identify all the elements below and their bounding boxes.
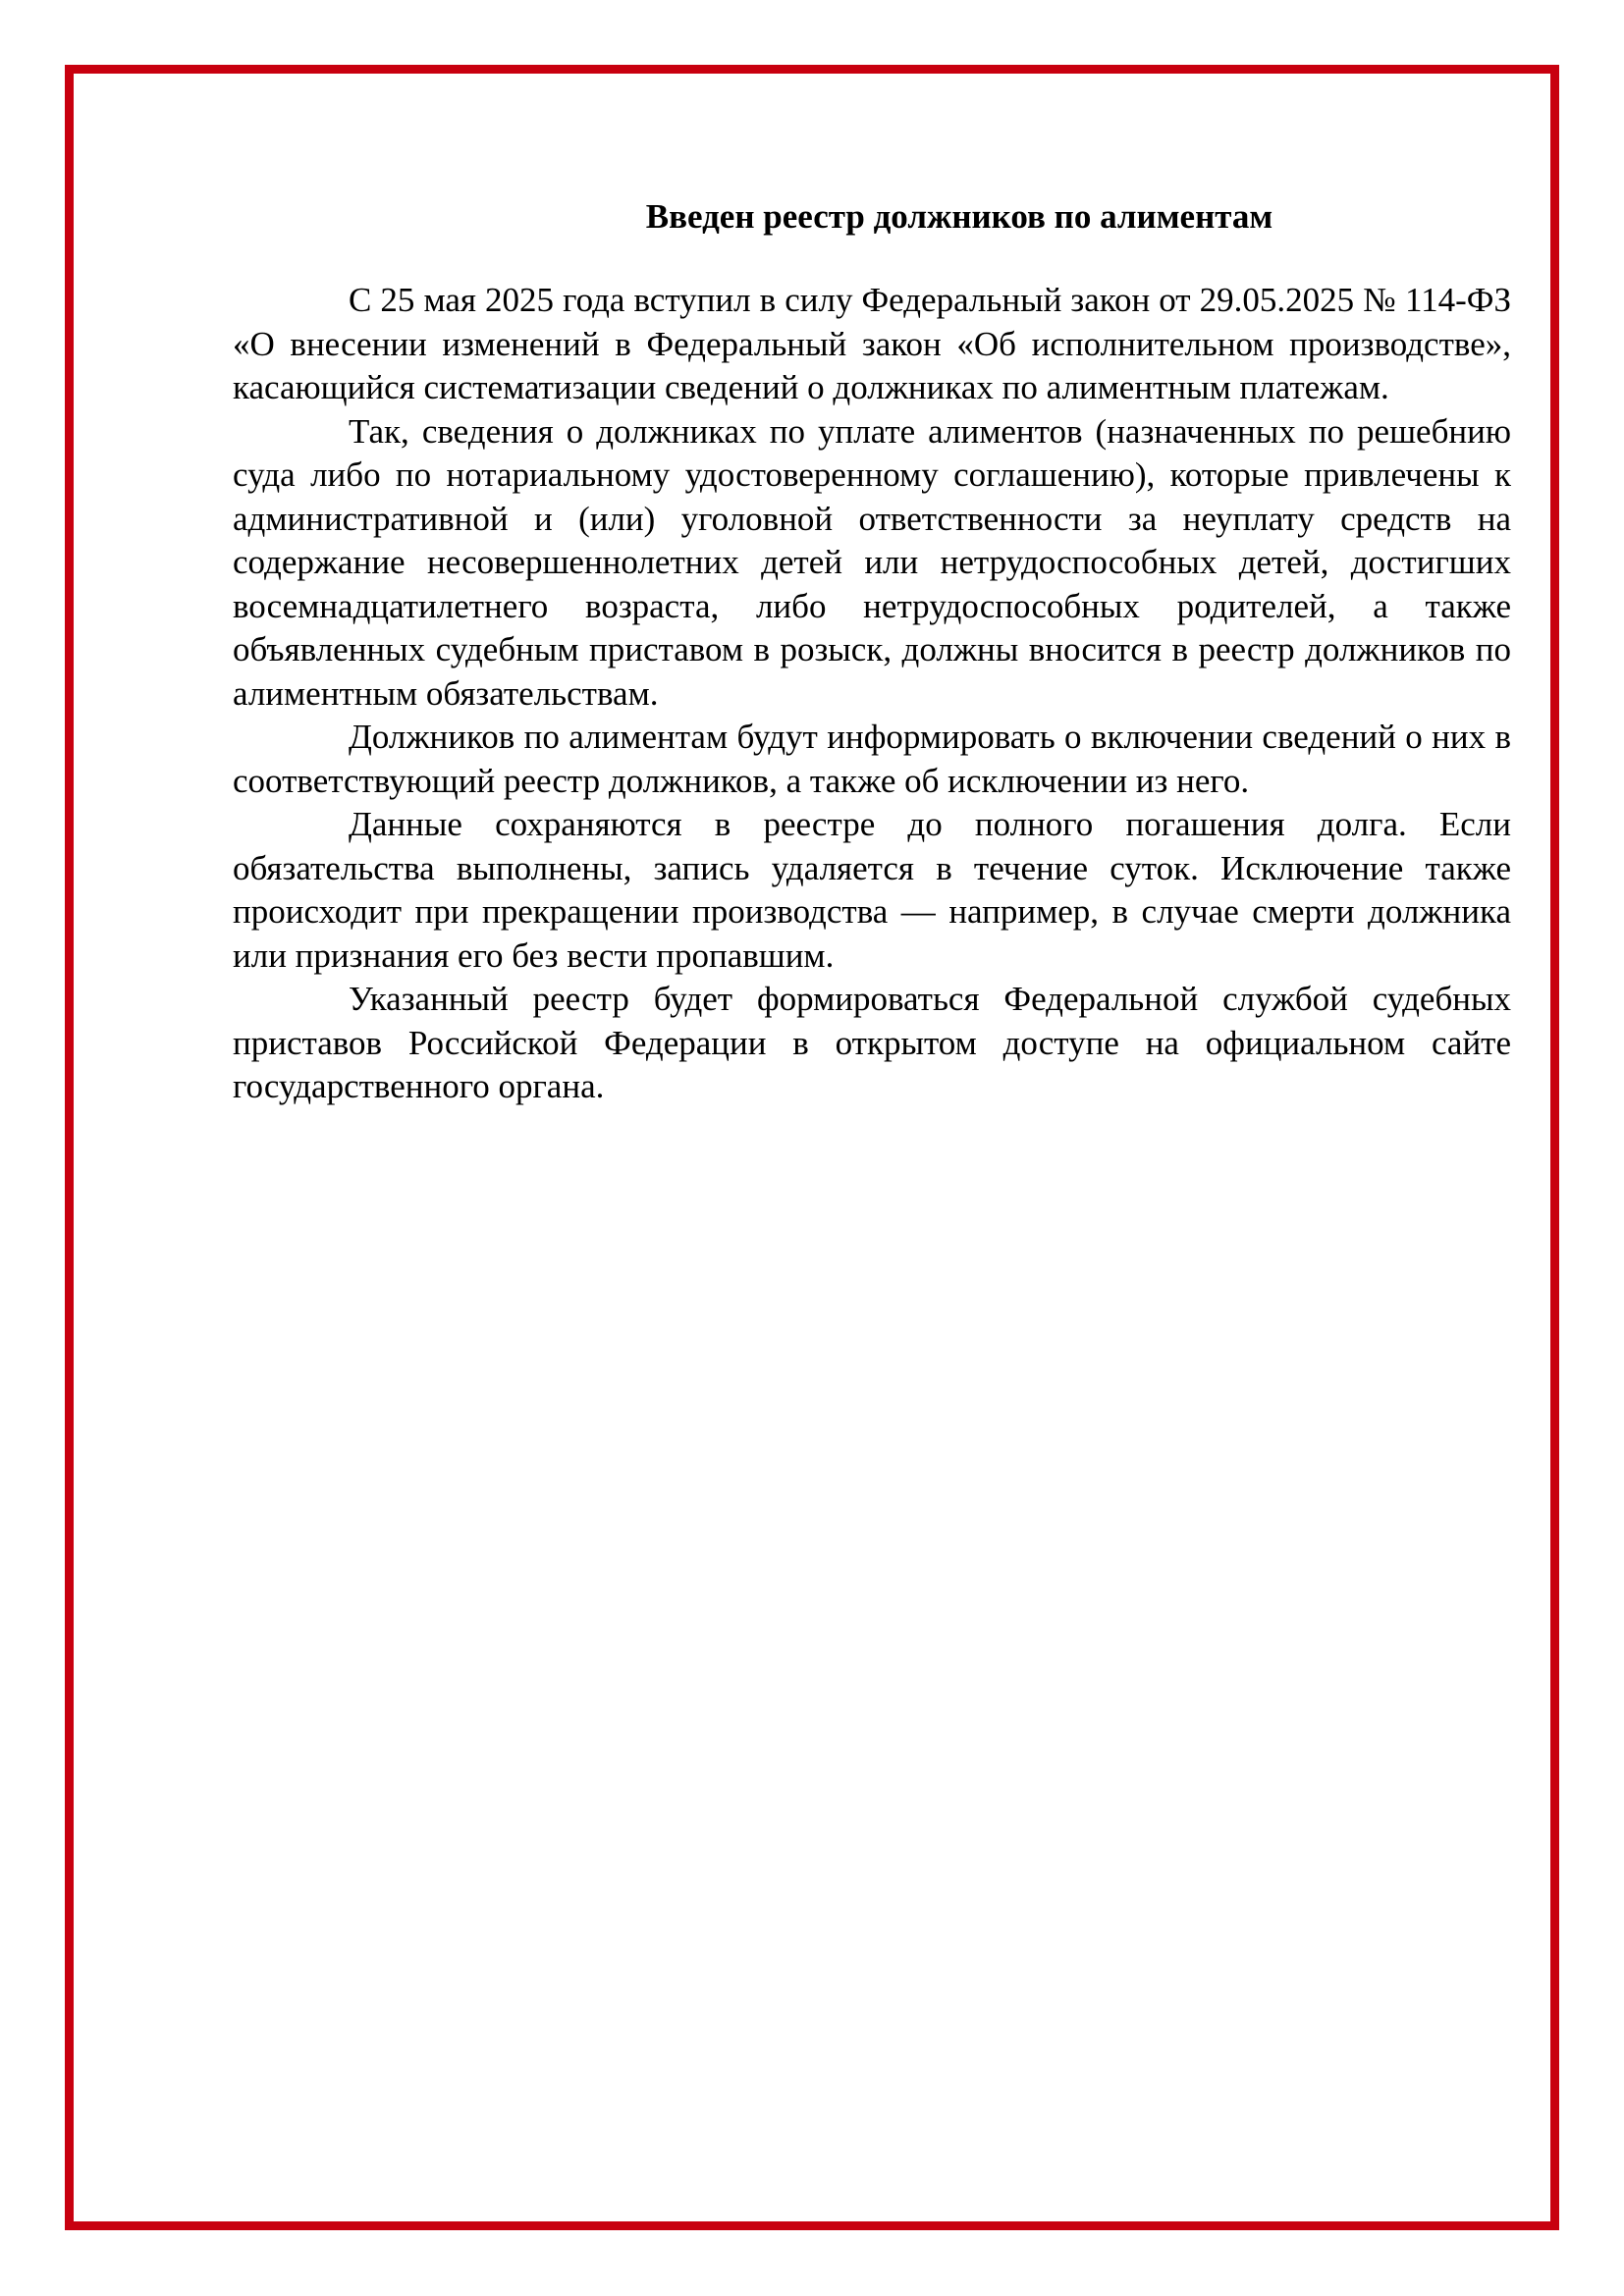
paragraph-law-effective: С 25 мая 2025 года вступил в силу Федеральный закон от 29.05.2025 № 114-ФЗ «О внесении изменений в Федеральный закон «Об исполнительном производстве», касающийся систематизации сведений о должниках по алиментным платежам. bbox=[233, 281, 1511, 406]
paragraph-registry-criteria: Так, сведения о должниках по уплате алиментов (назначенных по решебнию суда либо по нотариальному удостоверенному соглашению), которые привлечены к административной и (или) уголовной ответственности за неуплату средств на содержание несовершеннолетних детей или нетрудоспособных детей, достигших восемнадцатилетнего возраста, либо нетрудоспособных родителей, а также объявленных судебным приставом в розыск, должны вносится в реестр должников по алиментным обязательствам. bbox=[233, 411, 1511, 713]
document-title: Введен реестр должников по алиментам bbox=[645, 197, 1273, 236]
paragraph-debtor-notification: Должников по алиментам будут информировать о включении сведений о них в соответствующий реестр должников, а также об исключении из него. bbox=[233, 718, 1511, 800]
document-body bbox=[233, 192, 1511, 1109]
paragraph-data-retention: Данные сохраняются в реестре до полного погашения долга. Если обязательства выполнены, запись удаляется в течение суток. Исключение также происходит при прекращении производства — например, в случае смерти должника или признания его без вести пропавшим. bbox=[233, 805, 1511, 975]
paragraph-registry-publication: Указанный реестр будет формироваться Федеральной службой судебных приставов Российской Федерации в открытом доступе на официальном сайте государственного органа. bbox=[233, 980, 1511, 1105]
